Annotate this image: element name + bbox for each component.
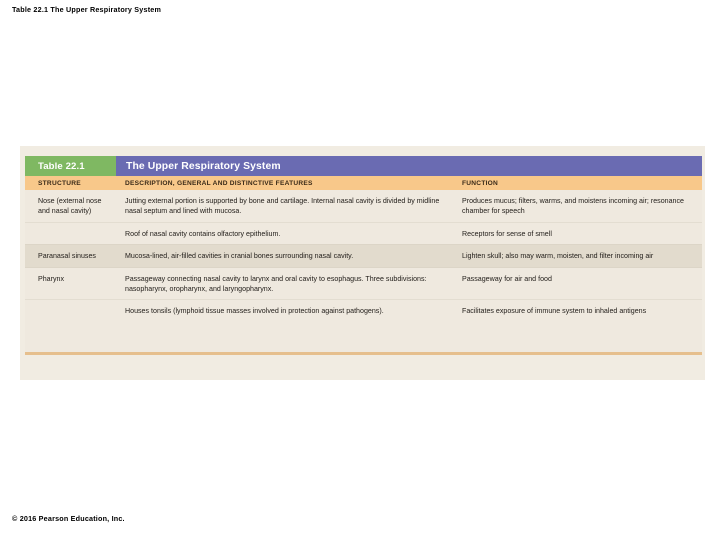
column-header-row bbox=[25, 176, 702, 190]
column-header-structure: STRUCTURE bbox=[38, 179, 81, 187]
cell-description: Roof of nasal cavity contains olfactory epithelium. bbox=[125, 229, 281, 238]
table-row bbox=[25, 299, 702, 321]
table-bottom-pad bbox=[25, 355, 702, 361]
cell-structure: Paranasal sinuses bbox=[38, 252, 96, 261]
cell-function: Passageway for air and food bbox=[462, 274, 552, 283]
table-header-bar bbox=[25, 156, 702, 176]
cell-function: Produces mucus; filters, warms, and moistens incoming air; resonance chamber for speech bbox=[462, 197, 684, 216]
table-row bbox=[25, 222, 702, 244]
cell-structure: Nose (external nose and nasal cavity) bbox=[38, 197, 102, 216]
cell-function: Facilitates exposure of immune system to inhaled antigens bbox=[462, 307, 647, 316]
column-header-function: FUNCTION bbox=[462, 179, 499, 187]
cell-description: Mucosa-lined, air-filled cavities in cranial bones surrounding nasal cavity. bbox=[125, 252, 354, 261]
table-bottom-spacer bbox=[25, 322, 702, 352]
slide-title: Table 22.1 The Upper Respiratory System bbox=[12, 5, 162, 14]
table-frame bbox=[20, 146, 705, 380]
copyright-footer: © 2016 Pearson Education, Inc. bbox=[12, 514, 125, 523]
cell-description: Houses tonsils (lymphoid tissue masses involved in protection against pathogens). bbox=[125, 307, 384, 316]
table-row bbox=[25, 190, 702, 222]
table-title: The Upper Respiratory System bbox=[116, 156, 702, 176]
cell-structure bbox=[25, 300, 125, 321]
cell-description: Jutting external portion is supported by bone and cartilage. Internal nasal cavity is divided by midline nasal septum and lined with mucosa. bbox=[125, 197, 440, 216]
table-row bbox=[25, 268, 702, 300]
table-body bbox=[25, 190, 702, 361]
column-header-description: DESCRIPTION, GENERAL AND DISTINCTIVE FEATURES bbox=[125, 179, 313, 187]
cell-structure bbox=[25, 223, 125, 244]
cell-function: Lighten skull; also may warm, moisten, and filter incoming air bbox=[462, 252, 654, 261]
cell-description: Passageway connecting nasal cavity to larynx and oral cavity to esophagus. Three subdivisions: nasopharynx, oropharynx, and laryngopharynx. bbox=[125, 274, 427, 294]
table-number-tag: Table 22.1 bbox=[25, 156, 116, 176]
table-22-1 bbox=[25, 156, 702, 361]
cell-structure: Pharynx bbox=[38, 274, 65, 283]
cell-function: Receptors for sense of smell bbox=[462, 229, 552, 238]
table-row bbox=[25, 245, 702, 266]
